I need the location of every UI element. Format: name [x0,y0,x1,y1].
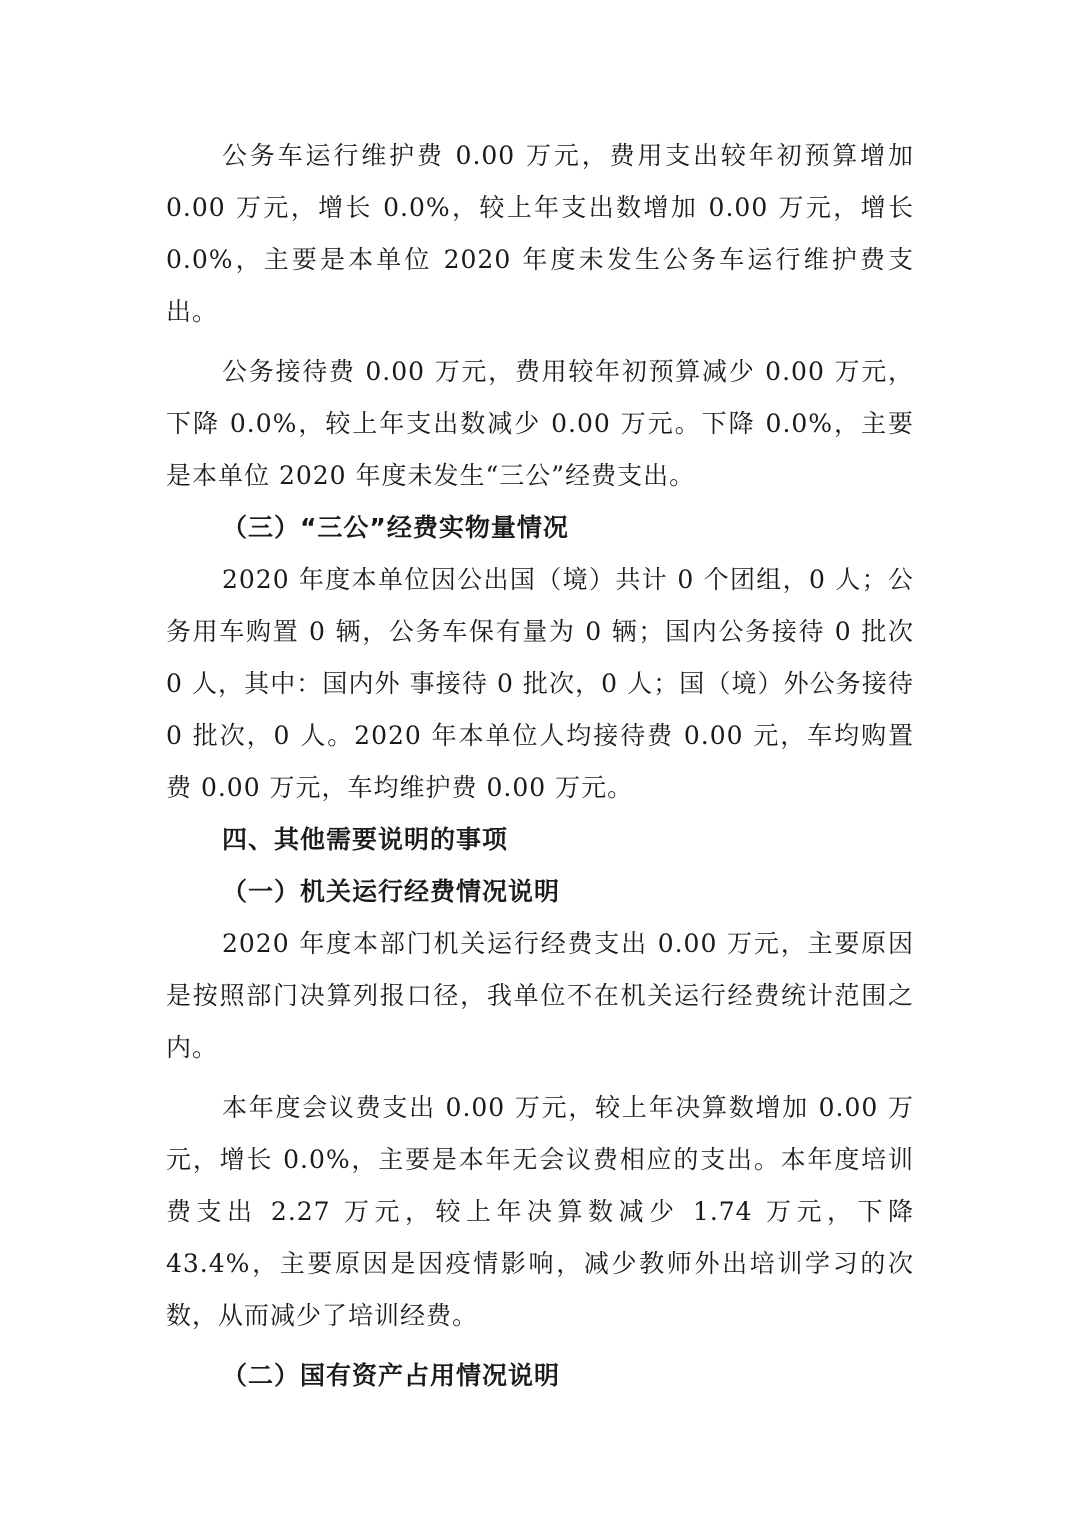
paragraph-operating-expenses: 2020 年度本部门机关运行经费支出 0.00 万元，主要原因是按照部门决算列报口径，我单位不在机关运行经费统计范围之内。 [166,929,914,1062]
heading-physical-quantity: （三）“三公”经费实物量情况 [222,513,569,542]
heading-operating-expenses: （一）机关运行经费情况说明 [222,877,561,906]
heading-state-assets: （二）国有资产占用情况说明 [222,1361,561,1390]
paragraph-physical-quantity: 2020 年度本单位因公出国（境）共计 0 个团组，0 人；公务用车购置 0 辆，公务车保有量为 0 辆；国内公务接待 0 批次 0 人，其中：国内外 事接待 0 批次，0 人；国（境）外公务接待 0 批次，0 人。2020 年本单位人均接待费 0.00 元，车均购置费 0.00 万元，车均维护费 0.00 万元。 [166,565,914,802]
heading-other-matters: 四、其他需要说明的事项 [222,825,509,854]
paragraph-meeting-training: 本年度会议费支出 0.00 万元，较上年决算数增加 0.00 万元，增长 0.0%，主要是本年无会议费相应的支出。本年度培训费支出 2.27 万元，较上年决算数减少 1.74 万元，下降 43.4%，主要原因是因疫情影响，减少教师外出培训学习的次数，从而减少了培训经费。 [166,1093,914,1330]
paragraph-reception-fee: 公务接待费 0.00 万元，费用较年初预算减少 0.00 万元，下降 0.0%，较上年支出数减少 0.00 万元。下降 0.0%，主要是本单位 2020 年度未发生“三公”经费支出。 [166,357,914,490]
paragraph-vehicle-maintenance: 公务车运行维护费 0.00 万元，费用支出较年初预算增加 0.00 万元，增长 0.0%，较上年支出数增加 0.00 万元，增长 0.0%，主要是本单位 2020 年度未发生公务车运行维护费支出。 [166,141,914,326]
